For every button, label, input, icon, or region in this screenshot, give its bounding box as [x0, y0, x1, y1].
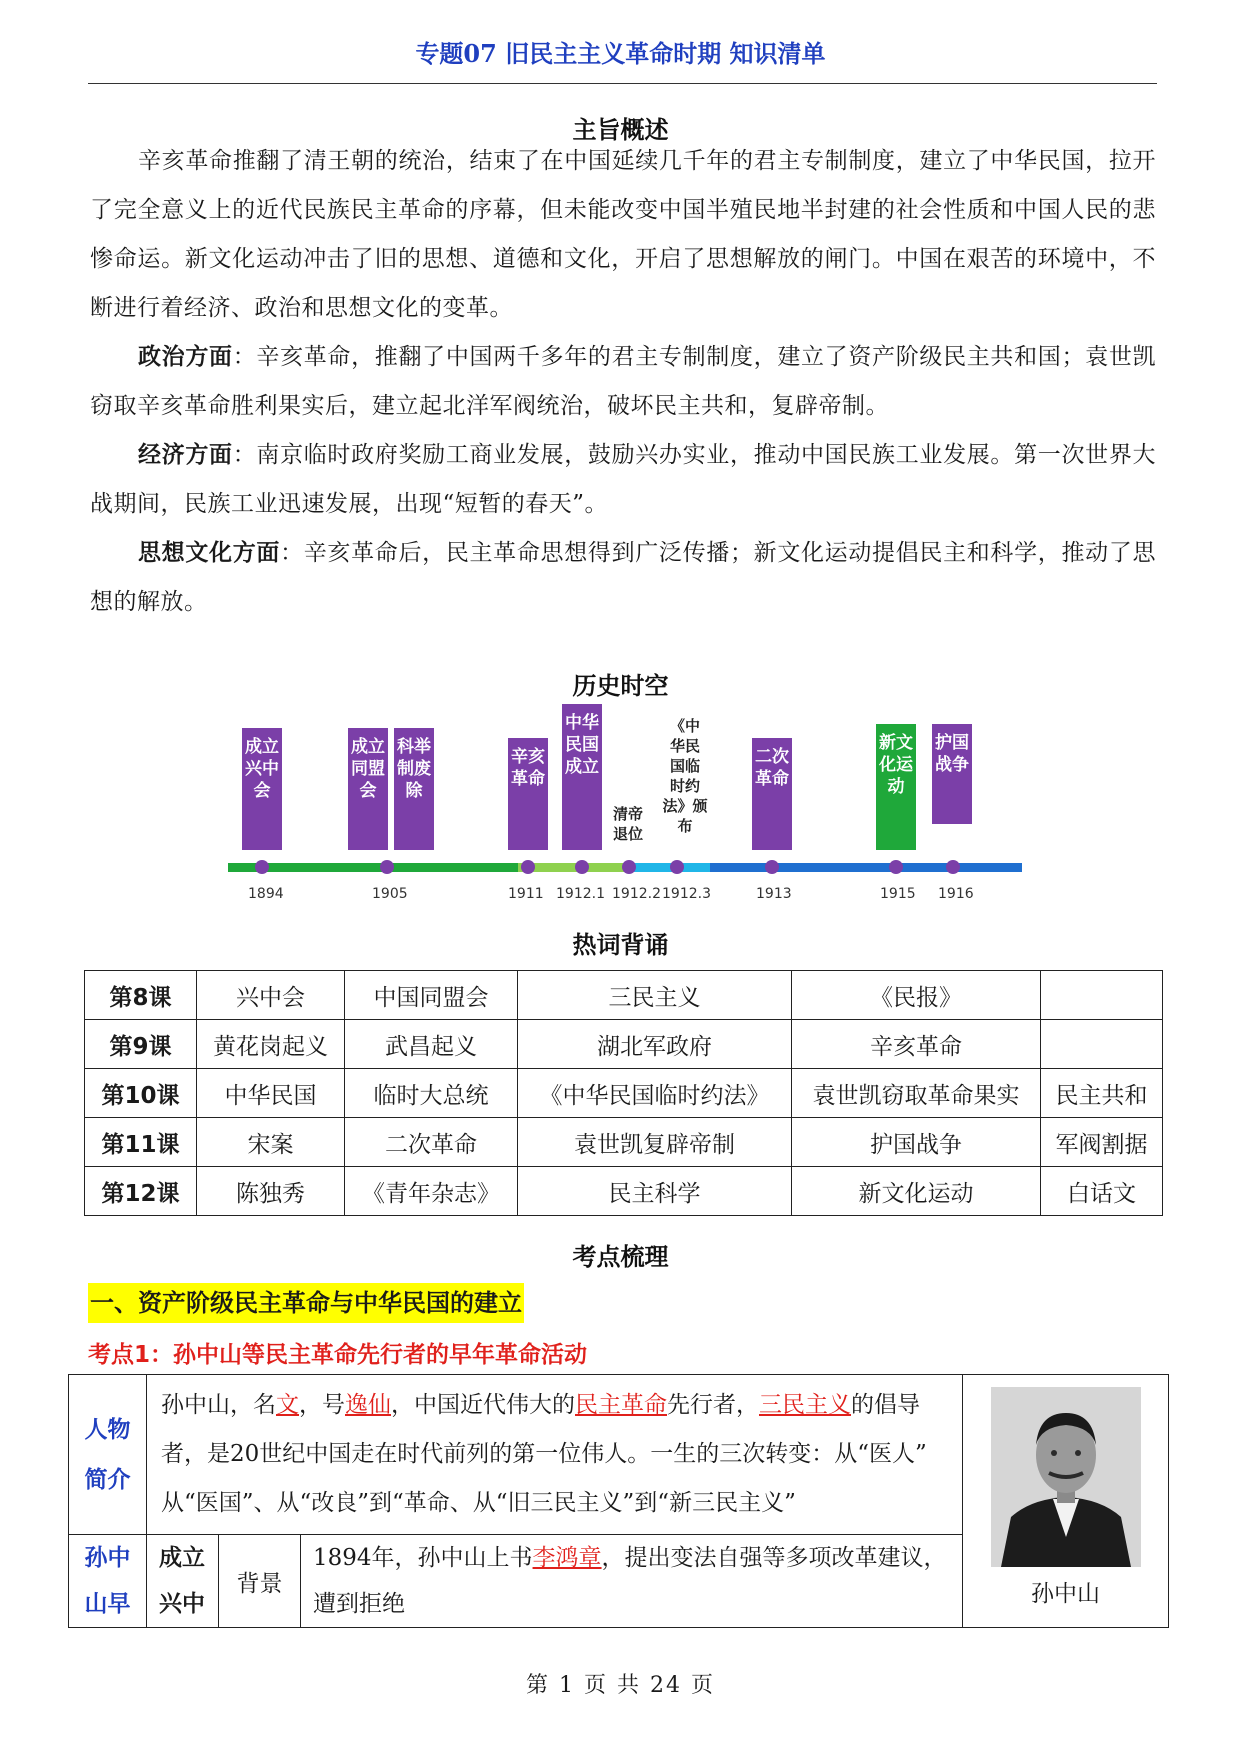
- timeline-dot: [255, 860, 269, 874]
- lesson-label: 第12课: [85, 1167, 197, 1216]
- keyword: 民主革命: [575, 1392, 667, 1418]
- table-cell: 《青年杂志》: [345, 1167, 518, 1216]
- year-label: 1915: [880, 886, 916, 902]
- table-cell: 民主科学: [518, 1167, 792, 1216]
- politics-paragraph: [90, 333, 1156, 431]
- year-label: 1905: [372, 886, 408, 902]
- lesson-label: 第8课: [85, 971, 197, 1020]
- year-label: 1912.1: [556, 886, 605, 902]
- keyword: 逸仙: [345, 1392, 391, 1418]
- portrait-cell: [963, 1375, 1169, 1628]
- overview-title: 主旨概述: [572, 116, 669, 144]
- keyword: 李鸿章: [532, 1545, 602, 1571]
- section-heading: 一、资产阶级民主革命与中华民国的建立: [88, 1283, 524, 1323]
- portrait-caption: 孙中山: [1031, 1581, 1100, 1607]
- table-cell: 湖北军政府: [518, 1020, 792, 1069]
- table-cell: 白话文: [1041, 1167, 1163, 1216]
- table-cell: 《中华民国临时约法》: [518, 1069, 792, 1118]
- table-cell: 军阀割据: [1041, 1118, 1163, 1167]
- table-row: [85, 1167, 1163, 1216]
- hotwords-table: [84, 970, 1163, 1216]
- overview-paragraph-1: 辛亥革命推翻了清王朝的统治，结束了在中国延续几千年的君主专制制度，建立了中华民国，拉开了完全意义上的近代民族民主革命的序幕，但未能改变中国半殖民地半封建的社会性质和中国人民的悲惨命运。新文化运动冲击了旧的思想、道德和文化，开启了思想解放的闸门。中国在艰苦的环境中，不断进行着经济、政治和思想文化的变革。: [90, 148, 1156, 321]
- event-tongmenghui: 成立同盟会: [348, 728, 388, 850]
- table-row: [85, 971, 1163, 1020]
- event-provisional-constitution: 《中 华民 国临 时约 法》颁布: [662, 717, 708, 835]
- table-cell: 新文化运动: [792, 1167, 1041, 1216]
- table-cell: 陈独秀: [197, 1167, 345, 1216]
- event-xingzhonghui: 成立兴中会: [242, 728, 282, 850]
- table-cell: 黄花岗起义: [197, 1020, 345, 1069]
- page-header-title: 专题07 旧民主主义革命时期 知识清单: [415, 39, 826, 68]
- lesson-label: 第9课: [85, 1020, 197, 1069]
- politics-label: 政治方面: [138, 344, 233, 370]
- timeline-segment: [710, 863, 1022, 872]
- timeline-dot: [521, 860, 535, 874]
- page-footer: 第 1 页 共 24 页: [526, 1673, 715, 1698]
- table-row: [85, 1118, 1163, 1167]
- key-points-table: [68, 1374, 1169, 1628]
- key-points-title: 考点梳理: [572, 1243, 669, 1271]
- table-cell: 二次革命: [345, 1118, 518, 1167]
- background-label: 背景: [219, 1535, 301, 1628]
- table-cell: 袁世凯窃取革命果实: [792, 1069, 1041, 1118]
- year-label: 1916: [938, 886, 974, 902]
- sun-yatsen-portrait: [991, 1387, 1141, 1567]
- table-cell: 临时大总统: [345, 1069, 518, 1118]
- table-row: [85, 1020, 1163, 1069]
- event-qing-abdication: 清帝 退位: [612, 805, 643, 843]
- year-label: 1912.2: [612, 886, 661, 902]
- keyword: 文: [276, 1392, 299, 1418]
- timeline-dot: [946, 860, 960, 874]
- subrow-label: 成立兴中: [147, 1535, 219, 1628]
- table-cell: 中国同盟会: [345, 971, 518, 1020]
- timeline-segment: [228, 863, 518, 872]
- year-label: 1894: [248, 886, 284, 902]
- text-span: ，号: [299, 1392, 345, 1418]
- year-label: 1913: [756, 886, 792, 902]
- event-national-protection-war: 护国战争: [932, 724, 972, 824]
- keyword: 三民主义: [759, 1392, 851, 1418]
- culture-text: ：辛亥革命后，民主革命思想得到广泛传播；新文化运动提倡民主和科学，推动了思想的解放。: [90, 540, 1157, 615]
- row-label-early-activities: 孙中山早: [69, 1535, 147, 1628]
- event-roc-founded: 中华民国成立: [562, 704, 602, 850]
- table-cell: 宋案: [197, 1118, 345, 1167]
- economy-text: ：南京临时政府奖励工商业发展，鼓励兴办实业，推动中国民族工业发展。第一次世界大战期间，民族工业迅速发展，出现“短暂的春天”。: [90, 442, 1157, 517]
- timeline-title: 历史时空: [572, 672, 669, 700]
- table-cell: 民主共和: [1041, 1069, 1163, 1118]
- biography-text: [147, 1375, 963, 1535]
- text-span: 的倡导者，是20世纪中国走在时代前列的第一位伟人。一生的三次转变：从“医人” 从“医国”、从“改良”到“革命、从“旧三民主义”到“新三民主义”: [161, 1392, 927, 1516]
- politics-text: ：辛亥革命，推翻了中国两千多年的君主专制制度，建立了资产阶级民主共和国；袁世凯窃取辛亥革命胜利果实后，建立起北洋军阀统治，破坏民主共和，复辟帝制。: [90, 344, 1157, 419]
- table-cell: 兴中会: [197, 971, 345, 1020]
- background-text: [301, 1535, 963, 1628]
- table-row: [69, 1375, 1169, 1535]
- timeline-dot: [670, 860, 684, 874]
- culture-paragraph: [90, 529, 1156, 627]
- timeline-dot: [765, 860, 779, 874]
- table-cell: 护国战争: [792, 1118, 1041, 1167]
- timeline-dot: [622, 860, 636, 874]
- table-cell: 《民报》: [792, 971, 1041, 1020]
- timeline-dot: [380, 860, 394, 874]
- text-span: ，提出变法自强等多项改革建议，遭到拒绝: [313, 1545, 947, 1617]
- table-cell: 中华民国: [197, 1069, 345, 1118]
- table-cell: 三民主义: [518, 971, 792, 1020]
- table-row: [85, 1069, 1163, 1118]
- lesson-label: 第11课: [85, 1118, 197, 1167]
- table-cell: [1041, 971, 1163, 1020]
- header-divider: [88, 83, 1157, 84]
- history-timeline: [220, 704, 1030, 914]
- kaodian-heading: 考点1：孙中山等民主革命先行者的早年革命活动: [88, 1342, 588, 1368]
- year-label: 1911: [508, 886, 544, 902]
- economy-paragraph: [90, 431, 1156, 529]
- table-cell: 辛亥革命: [792, 1020, 1041, 1069]
- timeline-dot: [575, 860, 589, 874]
- table-cell: 袁世凯复辟帝制: [518, 1118, 792, 1167]
- text-span: 孙中山，名: [161, 1392, 276, 1418]
- economy-label: 经济方面: [138, 442, 233, 468]
- table-cell: [1041, 1020, 1163, 1069]
- event-keju-abolished: 科举制废除: [394, 728, 434, 850]
- culture-label: 思想文化方面: [138, 540, 281, 566]
- event-new-culture-movement: 新文化运动: [876, 724, 916, 850]
- lesson-label: 第10课: [85, 1069, 197, 1118]
- hotwords-title: 热词背诵: [572, 931, 669, 959]
- timeline-dot: [889, 860, 903, 874]
- text-span: 先行者，: [667, 1392, 759, 1418]
- text-span: ，中国近代伟大的: [391, 1392, 575, 1418]
- row-label-biography: 人物简介: [69, 1375, 147, 1535]
- table-cell: 武昌起义: [345, 1020, 518, 1069]
- event-second-revolution: 二次革命: [752, 738, 792, 850]
- year-label: 1912.3: [662, 886, 711, 902]
- event-xinhai-revolution: 辛亥革命: [508, 738, 548, 850]
- text-span: 1894年，孙中山上书: [313, 1545, 533, 1571]
